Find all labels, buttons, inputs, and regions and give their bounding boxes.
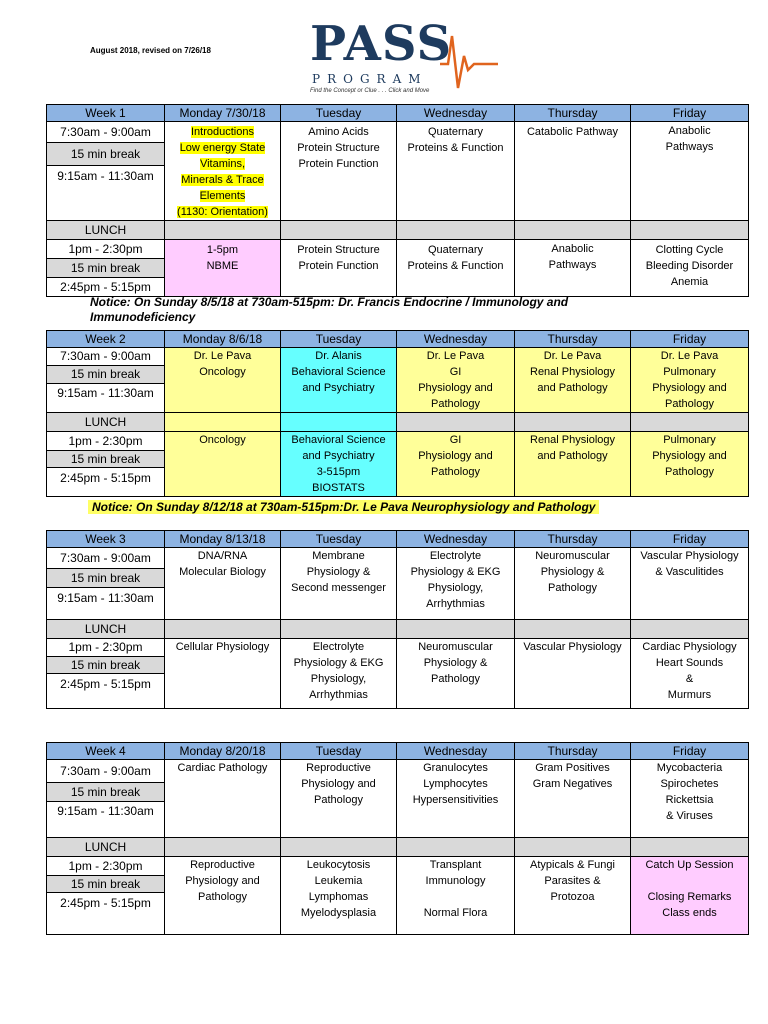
cell-line: Physiology & EKG xyxy=(410,566,501,578)
week-label: Week 1 xyxy=(47,105,165,122)
week-1-thu-am xyxy=(515,122,631,221)
time-pm2: 2:45pm - 5:15pm xyxy=(60,677,151,691)
lunch-cell xyxy=(165,620,281,639)
cell-line: Physiology and xyxy=(418,382,493,394)
cell-line: Oncology xyxy=(199,434,246,446)
time-pm2: 2:45pm - 5:15pm xyxy=(60,471,151,485)
cell-line: Pathology xyxy=(431,673,480,685)
cell-line: Neuromuscular xyxy=(535,550,610,562)
monday-header: Monday 8/13/18 xyxy=(165,531,281,548)
time-break: 15 min break xyxy=(47,656,164,674)
cell-line: Protein Structure xyxy=(297,142,380,154)
lunch-label: LUNCH xyxy=(47,838,165,857)
cell-blank xyxy=(631,873,748,889)
week-3-tue-pm xyxy=(281,639,397,709)
thursday-header: Thursday xyxy=(515,105,631,122)
week-1-lunch-row xyxy=(47,221,749,240)
afternoon-times xyxy=(47,857,165,935)
cell-line: Physiology and xyxy=(652,450,727,462)
time-break: 15 min break xyxy=(47,258,164,278)
week-1-tue-am xyxy=(281,122,397,221)
lunch-cell xyxy=(515,838,631,857)
cell-line: and Pathology xyxy=(537,450,608,462)
lunch-cell xyxy=(165,413,281,432)
lunch-cell xyxy=(281,838,397,857)
logo-title: PASS xyxy=(310,16,453,72)
week-4-wed-pm xyxy=(397,857,515,935)
cell-line: Physiology and xyxy=(418,450,493,462)
week-2-wed-am xyxy=(397,348,515,413)
week-2-fri-am xyxy=(631,348,749,413)
lunch-cell xyxy=(631,838,749,857)
afternoon-times xyxy=(47,432,165,497)
cell-line: Arrhythmias xyxy=(426,598,485,610)
cell-line: Physiology and xyxy=(185,875,260,887)
lunch-cell xyxy=(281,620,397,639)
week-4-fri-pm xyxy=(631,857,749,935)
week-2-mon-pm xyxy=(165,432,281,497)
friday-header: Friday xyxy=(631,531,749,548)
week-1-tue-pm xyxy=(281,240,397,297)
cell-line: Proteins & Function xyxy=(407,260,504,272)
week-2-tue-am xyxy=(281,348,397,413)
cell-line: Vascular Physiology xyxy=(523,641,622,653)
cell-line: Protein Function xyxy=(298,260,379,272)
lunch-cell xyxy=(397,221,515,240)
cell-line: Anabolic xyxy=(668,125,711,137)
tuesday-header: Tuesday xyxy=(281,531,397,548)
time-break: 15 min break xyxy=(47,782,164,802)
cell-line: Pathology xyxy=(548,582,597,594)
week-3-fri-pm xyxy=(631,639,749,709)
cell-line: Physiology & xyxy=(540,566,605,578)
cell-line: Dr. Le Pava xyxy=(543,350,602,362)
week-4-header-row xyxy=(47,743,749,760)
week-2-thu-am xyxy=(515,348,631,413)
week-3-tue-am xyxy=(281,548,397,620)
cell-line: Immunology xyxy=(425,875,486,887)
thursday-header: Thursday xyxy=(515,531,631,548)
week-2-mon-am xyxy=(165,348,281,413)
tuesday-header: Tuesday xyxy=(281,105,397,122)
afternoon-times xyxy=(47,240,165,297)
week-1-fri-am xyxy=(631,122,749,221)
lunch-cell xyxy=(631,221,749,240)
friday-header: Friday xyxy=(631,105,749,122)
notice-1-line-1: Notice: On Sunday 8/5/18 at 730am-515pm: Dr. Francis Endocrine / Immunology and xyxy=(90,295,569,309)
cell-line: GI xyxy=(449,434,462,446)
cell-line: Physiology & EKG xyxy=(293,657,384,669)
heartbeat-icon xyxy=(440,26,500,96)
logo-subtitle: PROGRAM xyxy=(312,72,428,86)
cell-line: Pathology xyxy=(198,891,247,903)
cell-line: Pathology xyxy=(431,466,480,478)
friday-header: Friday xyxy=(631,743,749,760)
cell-line: Physiology & xyxy=(423,657,488,669)
cell-line: Physiology, xyxy=(427,582,484,594)
cell-line: & xyxy=(685,673,694,685)
week-1-morning-row xyxy=(47,122,749,221)
cell-line: Low energy State xyxy=(179,142,266,154)
week-2-wed-pm xyxy=(397,432,515,497)
cell-line: Behavioral Science xyxy=(291,366,386,378)
cell-line: Spirochetes xyxy=(660,778,719,790)
week-4-schedule xyxy=(46,742,749,935)
cell-line: and Pathology xyxy=(537,382,608,394)
cell-line: Lymphomas xyxy=(308,891,369,903)
cell-line: Membrane xyxy=(312,550,365,562)
cell-line: Minerals & Trace xyxy=(181,174,264,186)
cell-line: Pathology xyxy=(314,794,363,806)
cell-line: Pulmonary xyxy=(663,366,716,378)
week-2-header-row xyxy=(47,331,749,348)
week-4-mon-pm xyxy=(165,857,281,935)
cell-line: GI xyxy=(449,366,462,378)
morning-times xyxy=(47,760,165,838)
lunch-label: LUNCH xyxy=(47,620,165,639)
lunch-cell xyxy=(165,221,281,240)
cell-line: Neuromuscular xyxy=(418,641,493,653)
time-am: 7:30am - 9:00am xyxy=(60,125,151,139)
cell-line: Reproductive xyxy=(306,762,371,774)
cell-line: Heart Sounds xyxy=(655,657,724,669)
cell-line: Reproductive xyxy=(190,859,255,871)
week-1-fri-pm xyxy=(631,240,749,297)
time-break: 15 min break xyxy=(47,568,164,588)
week-1-schedule xyxy=(46,104,749,297)
cell-line: Cardiac Pathology xyxy=(177,762,268,774)
cell-line: Leukocytosis xyxy=(306,859,371,871)
cell-line: & Vasculitides xyxy=(655,566,724,578)
wednesday-header: Wednesday xyxy=(397,105,515,122)
week-label: Week 3 xyxy=(47,531,165,548)
cell-line: Physiology, xyxy=(310,673,367,685)
week-3-fri-am xyxy=(631,548,749,620)
time-am: 7:30am - 9:00am xyxy=(60,764,151,778)
cell-line: Physiology & xyxy=(306,566,371,578)
cell-line: Lymphocytes xyxy=(423,778,488,790)
cell-line: Second messenger xyxy=(291,582,386,594)
pass-program-logo xyxy=(300,18,500,100)
time-break: 15 min break xyxy=(47,142,164,166)
week-1-mon-pm xyxy=(165,240,281,297)
time-break: 15 min break xyxy=(47,875,164,893)
cell-line: Pathology xyxy=(665,466,714,478)
cell-line: Protein Structure xyxy=(297,244,380,256)
cell-line: Atypicals & Fungi xyxy=(530,859,615,871)
week-2-schedule xyxy=(46,330,749,497)
week-2-afternoon-row xyxy=(47,432,749,497)
time-pm: 1pm - 2:30pm xyxy=(68,640,143,654)
week-1-mon-am xyxy=(165,122,281,221)
cell-line: Vascular Physiology xyxy=(640,550,739,562)
cell-line: Granulocytes xyxy=(423,762,488,774)
week-label: Week 2 xyxy=(47,331,165,348)
cell-line: Oncology xyxy=(199,366,246,378)
cell-line: Proteins & Function xyxy=(407,142,504,154)
cell-line: Elements xyxy=(199,190,246,202)
cell-line: Closing Remarks xyxy=(647,891,732,903)
cell-line: (1130: Orientation) xyxy=(177,206,268,218)
cell-line: Molecular Biology xyxy=(179,566,266,578)
cell-line: Parasites & xyxy=(544,875,601,887)
tuesday-header: Tuesday xyxy=(281,743,397,760)
week-3-morning-row xyxy=(47,548,749,620)
cell-line: Pathology xyxy=(665,398,714,410)
cell-line: Dr. Le Pava xyxy=(193,350,252,362)
week-2-fri-pm xyxy=(631,432,749,497)
week-2-morning-row xyxy=(47,348,749,413)
cell-line: Cardiac Physiology xyxy=(642,641,737,653)
week-3-wed-pm xyxy=(397,639,515,709)
week-3-wed-am xyxy=(397,548,515,620)
notice-2-line-1: Notice: On Sunday 8/12/18 at 730am-515pm:Dr. Le Pava Neurophysiology and Pathology xyxy=(88,500,599,514)
cell-line: Electrolyte xyxy=(429,550,482,562)
week-2-lunch-row xyxy=(47,413,749,432)
cell-line: Gram Negatives xyxy=(532,778,613,790)
week-2-thu-pm xyxy=(515,432,631,497)
cell-line: Transplant xyxy=(429,859,482,871)
lunch-cell xyxy=(631,620,749,639)
week-4-thu-am xyxy=(515,760,631,838)
week-label: Week 4 xyxy=(47,743,165,760)
time-am: 7:30am - 9:00am xyxy=(60,349,151,363)
cell-line: Gram Positives xyxy=(535,762,610,774)
lunch-label: LUNCH xyxy=(47,221,165,240)
cell-line: Amino Acids xyxy=(308,126,369,138)
cell-line: Pathology xyxy=(431,398,480,410)
cell-line: Physiology and xyxy=(301,778,376,790)
monday-header: Monday 8/20/18 xyxy=(165,743,281,760)
time-am2: 9:15am - 11:30am xyxy=(57,386,154,400)
lunch-cell xyxy=(281,221,397,240)
time-am2: 9:15am - 11:30am xyxy=(57,591,154,605)
notice-1-line-2: Immunodeficiency xyxy=(90,310,196,324)
cell-line: Dr. Le Pava xyxy=(426,350,485,362)
cell-line: Class ends xyxy=(662,907,717,919)
cell-line: Pathways xyxy=(665,141,714,153)
time-pm: 1pm - 2:30pm xyxy=(68,242,143,256)
wednesday-header: Wednesday xyxy=(397,531,515,548)
week-4-lunch-row xyxy=(47,838,749,857)
week-4-thu-pm xyxy=(515,857,631,935)
cell-line: Renal Physiology xyxy=(530,366,615,378)
cell-line: Murmurs xyxy=(667,689,712,701)
friday-header: Friday xyxy=(631,331,749,348)
time-pm2: 2:45pm - 5:15pm xyxy=(60,896,151,910)
week-3-header-row xyxy=(47,531,749,548)
week-3-schedule xyxy=(46,530,749,709)
cell-line: and Psychiatry xyxy=(302,450,375,462)
cell-line: Catch Up Session xyxy=(645,859,734,871)
wednesday-header: Wednesday xyxy=(397,743,515,760)
time-pm: 1pm - 2:30pm xyxy=(68,434,143,448)
thursday-header: Thursday xyxy=(515,743,631,760)
cell-line: Behavioral Science xyxy=(291,434,386,446)
cell-line: NBME xyxy=(206,260,239,272)
cell-line: and Psychiatry xyxy=(302,382,375,394)
logo-tagline: Find the Concept or Clue . . . Click and Move xyxy=(310,88,430,94)
lunch-cell xyxy=(515,620,631,639)
wednesday-header: Wednesday xyxy=(397,331,515,348)
lunch-cell xyxy=(397,413,515,432)
week-4-fri-am xyxy=(631,760,749,838)
cell-line: 3-515pm xyxy=(316,466,361,478)
week-4-mon-am xyxy=(165,760,281,838)
week-1-wed-pm xyxy=(397,240,515,297)
week-1-afternoon-row xyxy=(47,240,749,297)
week-1-thu-pm xyxy=(515,240,631,297)
cell-line: BIOSTATS xyxy=(312,482,365,494)
cell-line: DNA/RNA xyxy=(197,550,248,562)
cell-line: Dr. Le Pava xyxy=(660,350,719,362)
week-3-lunch-row xyxy=(47,620,749,639)
cell-line: Anemia xyxy=(670,276,709,288)
thursday-header: Thursday xyxy=(515,331,631,348)
cell-line: Hypersensitivities xyxy=(412,794,499,806)
cell-line: Mycobacteria xyxy=(656,762,723,774)
week-3-mon-pm xyxy=(165,639,281,709)
cell-line: Arrhythmias xyxy=(309,689,368,701)
cell-line: Renal Physiology xyxy=(530,434,615,446)
time-am: 7:30am - 9:00am xyxy=(60,551,151,565)
cell-line: Anabolic xyxy=(551,243,594,255)
time-pm: 1pm - 2:30pm xyxy=(68,859,143,873)
lunch-label: LUNCH xyxy=(47,413,165,432)
lunch-cell xyxy=(165,838,281,857)
lunch-cell xyxy=(281,413,397,432)
cell-line: Pathways xyxy=(548,259,597,271)
lunch-cell xyxy=(397,620,515,639)
time-am2: 9:15am - 11:30am xyxy=(57,169,154,183)
week-4-tue-pm xyxy=(281,857,397,935)
week-1-header-row xyxy=(47,105,749,122)
cell-line: Quaternary xyxy=(427,126,484,138)
cell-line: Protozoa xyxy=(550,891,595,903)
cell-line: Catabolic Pathway xyxy=(526,126,619,138)
week-3-thu-pm xyxy=(515,639,631,709)
week-3-mon-am xyxy=(165,548,281,620)
cell-line: Electrolyte xyxy=(312,641,365,653)
lunch-cell xyxy=(515,413,631,432)
cell-line: Protein Function xyxy=(298,158,379,170)
cell-line: Clotting Cycle xyxy=(655,244,724,256)
cell-line: Physiology and xyxy=(652,382,727,394)
time-am2: 9:15am - 11:30am xyxy=(57,804,154,818)
notice-1 xyxy=(90,295,568,325)
morning-times xyxy=(47,548,165,620)
cell-line: Quaternary xyxy=(427,244,484,256)
lunch-cell xyxy=(515,221,631,240)
cell-line: Dr. Alanis xyxy=(315,350,362,362)
tuesday-header: Tuesday xyxy=(281,331,397,348)
cell-blank xyxy=(397,889,514,905)
monday-header: Monday 8/6/18 xyxy=(165,331,281,348)
cell-line: Introductions xyxy=(191,126,254,138)
cell-line: Myelodysplasia xyxy=(300,907,377,919)
cell-line: Normal Flora xyxy=(423,907,488,919)
cell-line: Leukemia xyxy=(314,875,363,887)
week-3-afternoon-row xyxy=(47,639,749,709)
revision-date: August 2018, revised on 7/26/18 xyxy=(90,46,211,55)
week-4-afternoon-row xyxy=(47,857,749,935)
cell-line: Cellular Physiology xyxy=(175,641,270,653)
morning-times xyxy=(47,122,165,221)
lunch-cell xyxy=(397,838,515,857)
week-3-thu-am xyxy=(515,548,631,620)
week-4-wed-am xyxy=(397,760,515,838)
cell-line: Pulmonary xyxy=(663,434,716,446)
cell-line: 1-5pm xyxy=(206,244,239,256)
time-pm2: 2:45pm - 5:15pm xyxy=(60,280,151,294)
week-4-morning-row xyxy=(47,760,749,838)
cell-line: Rickettsia xyxy=(665,794,714,806)
cell-line: & Viruses xyxy=(666,810,713,822)
monday-header: Monday 7/30/18 xyxy=(165,105,281,122)
week-4-tue-am xyxy=(281,760,397,838)
afternoon-times xyxy=(47,639,165,709)
cell-line: Vitamins, xyxy=(199,158,246,170)
morning-times xyxy=(47,348,165,413)
lunch-cell xyxy=(631,413,749,432)
notice-2 xyxy=(88,500,599,515)
cell-line: Bleeding Disorder xyxy=(645,260,734,272)
week-1-wed-am xyxy=(397,122,515,221)
week-2-tue-pm xyxy=(281,432,397,497)
time-break: 15 min break xyxy=(47,365,164,384)
time-break: 15 min break xyxy=(47,450,164,468)
